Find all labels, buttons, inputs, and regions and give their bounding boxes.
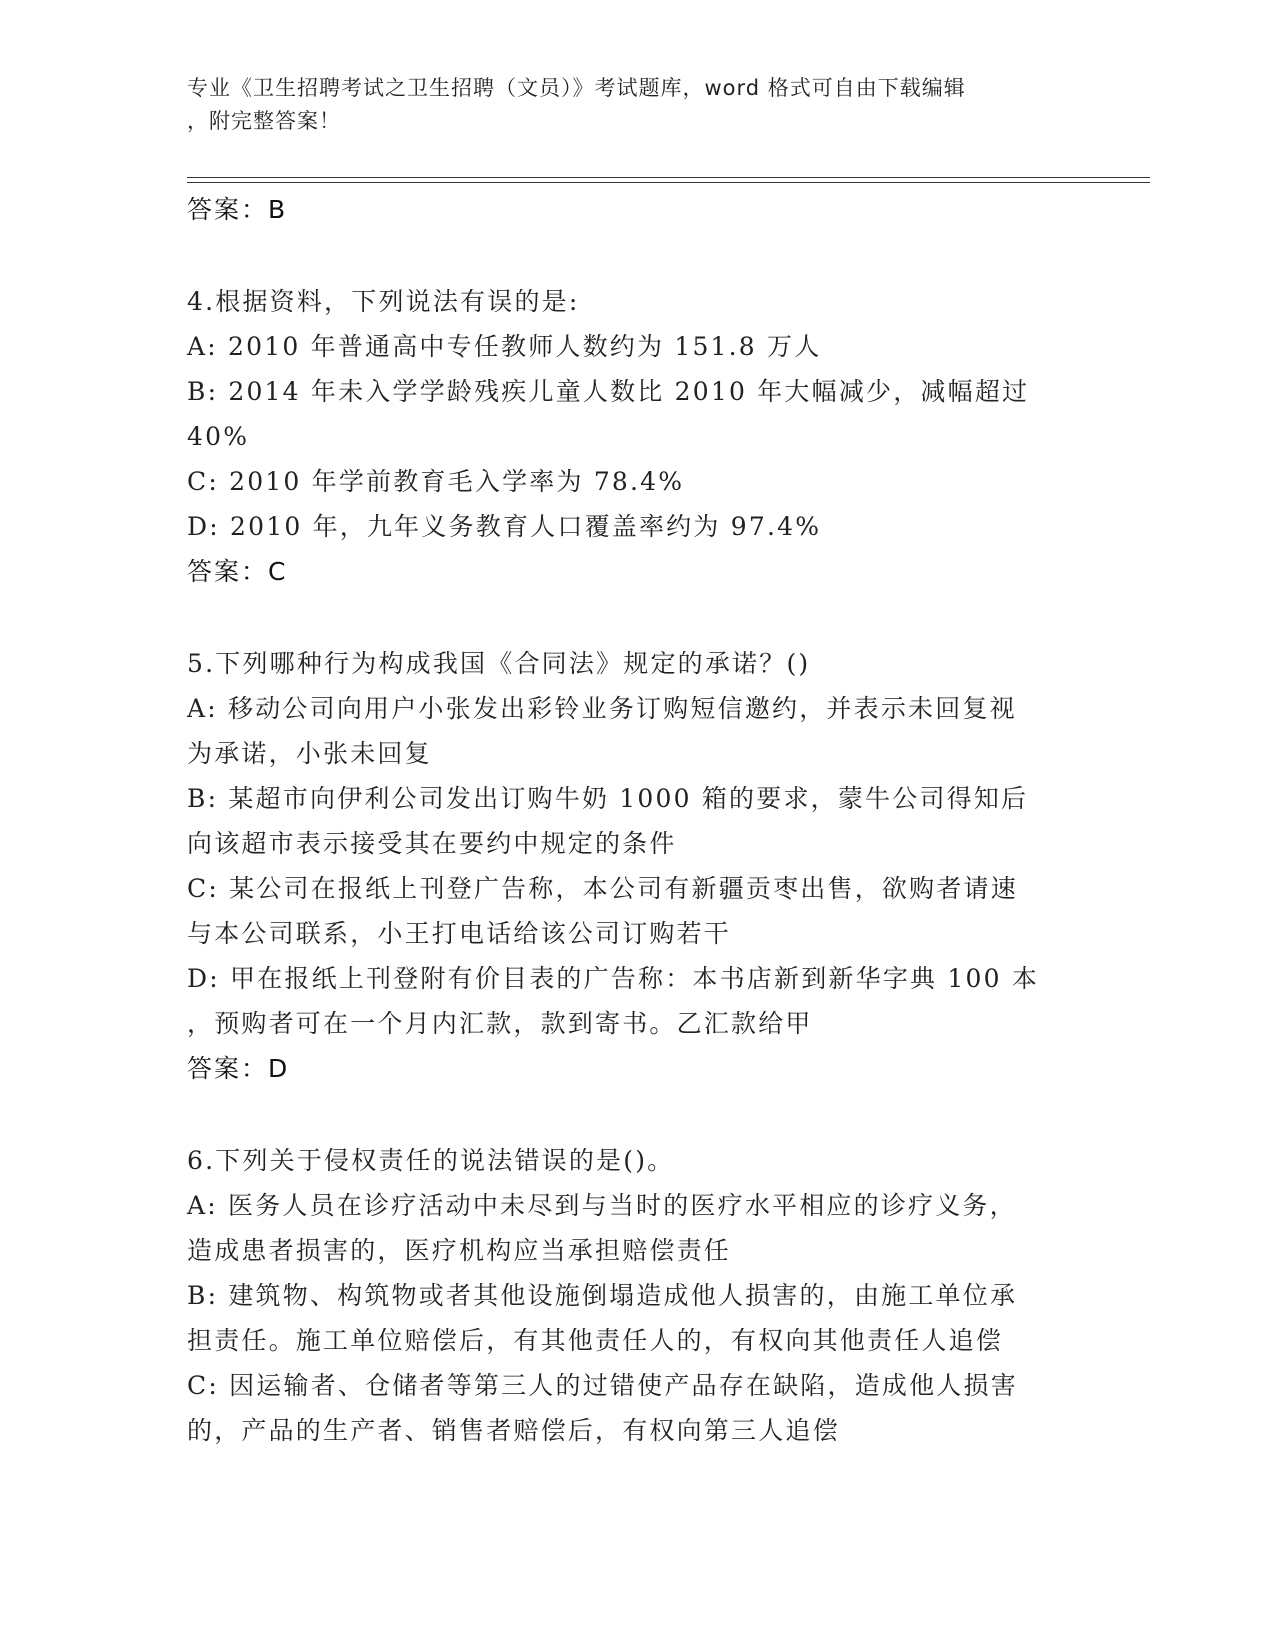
option-line: C: 某公司在报纸上刊登广告称，本公司有新疆贡枣出售，欲购者请速 (187, 874, 1018, 903)
question-stem: 5.下列哪种行为构成我国《合同法》规定的承诺？() (187, 649, 811, 678)
option-line: 造成患者损害的，医疗机构应当承担赔偿责任 (187, 1236, 732, 1265)
question-answer: 答案：C (187, 557, 288, 586)
question-4 (187, 279, 1087, 594)
option-line: B: 建筑物、构筑物或者其他设施倒塌造成他人损害的，由施工单位承 (187, 1281, 1018, 1310)
option-line: D: 甲在报纸上刊登附有价目表的广告称：本书店新到新华字典 100 本 (187, 964, 1040, 993)
option-line: A: 2010 年普通高中专任教师人数约为 151.8 万人 (187, 332, 822, 361)
option-line: ，预购者可在一个月内汇款，款到寄书。乙汇款给甲 (187, 1009, 813, 1038)
question-6 (187, 1138, 1087, 1453)
question-content (187, 187, 1087, 1453)
option-line: 的，产品的生产者、销售者赔偿后，有权向第三人追偿 (187, 1416, 840, 1445)
header-divider-bottom (187, 182, 1150, 183)
option-line: D: 2010 年，九年义务教育人口覆盖率约为 97.4% (187, 512, 822, 541)
spacer (187, 1091, 1087, 1138)
option-line: C: 2010 年学前教育毛入学率为 78.4% (187, 467, 685, 496)
spacer (187, 232, 1087, 279)
spacer (187, 594, 1087, 641)
option-line: C: 因运输者、仓储者等第三人的过错使产品存在缺陷，造成他人损害 (187, 1371, 1018, 1400)
question-stem: 6.下列关于侵权责任的说法错误的是()。 (187, 1146, 675, 1175)
option-line: 与本公司联系，小王打电话给该公司订购若干 (187, 919, 732, 948)
header-line-1: 专业《卫生招聘考试之卫生招聘（文员）》考试题库，word 格式可自由下载编辑 (187, 76, 966, 100)
option-line: 向该超市表示接受其在要约中规定的条件 (187, 829, 677, 858)
option-line: 担责任。施工单位赔偿后，有其他责任人的，有权向其他责任人追偿 (187, 1326, 1004, 1355)
header-divider-top (187, 177, 1150, 178)
page-header (187, 72, 1087, 138)
option-line: 为承诺，小张未回复 (187, 739, 432, 768)
option-line: A: 移动公司向用户小张发出彩铃业务订购短信邀约，并表示未回复视 (187, 694, 1017, 723)
option-line: A: 医务人员在诊疗活动中未尽到与当时的医疗水平相应的诊疗义务， (187, 1191, 1017, 1220)
previous-answer: 答案：B (187, 195, 288, 224)
option-line: 40% (187, 422, 250, 451)
option-line: B: 某超市向伊利公司发出订购牛奶 1000 箱的要求，蒙牛公司得知后 (187, 784, 1029, 813)
question-answer: 答案：D (187, 1054, 290, 1083)
option-line: B: 2014 年未入学学龄残疾儿童人数比 2010 年大幅减少，减幅超过 (187, 377, 1030, 406)
header-line-2: ，附完整答案！ (187, 109, 341, 133)
question-stem: 4.根据资料，下列说法有误的是: (187, 287, 580, 316)
question-5 (187, 641, 1087, 1091)
